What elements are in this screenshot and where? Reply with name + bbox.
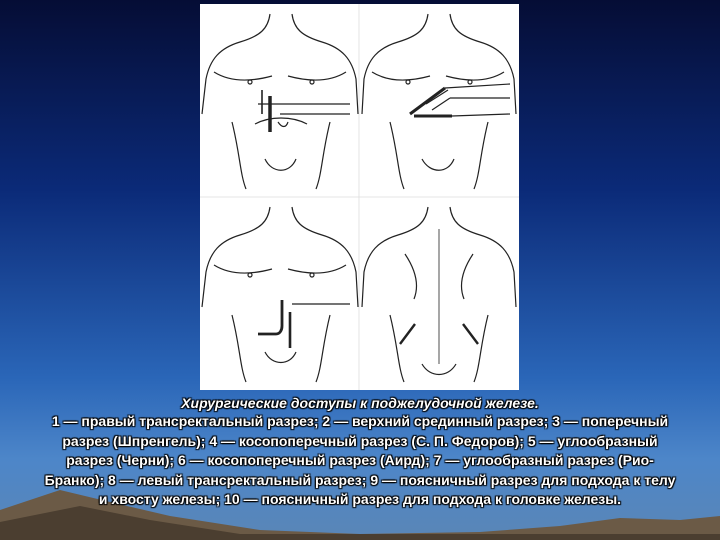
torso-back-bottom-right — [362, 207, 516, 382]
torso-front-top-left — [202, 14, 358, 189]
torso-front-top-right — [362, 14, 516, 189]
figure-panel — [200, 4, 519, 390]
caption-title: Хирургические доступы к поджелудочной железе. — [181, 395, 539, 411]
figure-caption — [40, 394, 680, 510]
caption-body: 1 — правый трансректальный разрез; 2 — верхний срединный разрез; 3 — поперечный разрез (Шпренгель); 4 — косопоперечный разрез (С. П. Федоров); 5 — углообразный разрез (Черни); 6 — косопоперечный разрез (Аирд); 7 — углообразный разрез (Рио-Бранко); 8 — левый трансректальный разрез; 9 — поясничный разрез для подхода к телу и хвосту железы; 10 — поясничный разрез для подхода к головке железы. — [44, 413, 676, 507]
torso-illustrations — [200, 4, 519, 390]
torso-front-bottom-left — [202, 207, 358, 382]
